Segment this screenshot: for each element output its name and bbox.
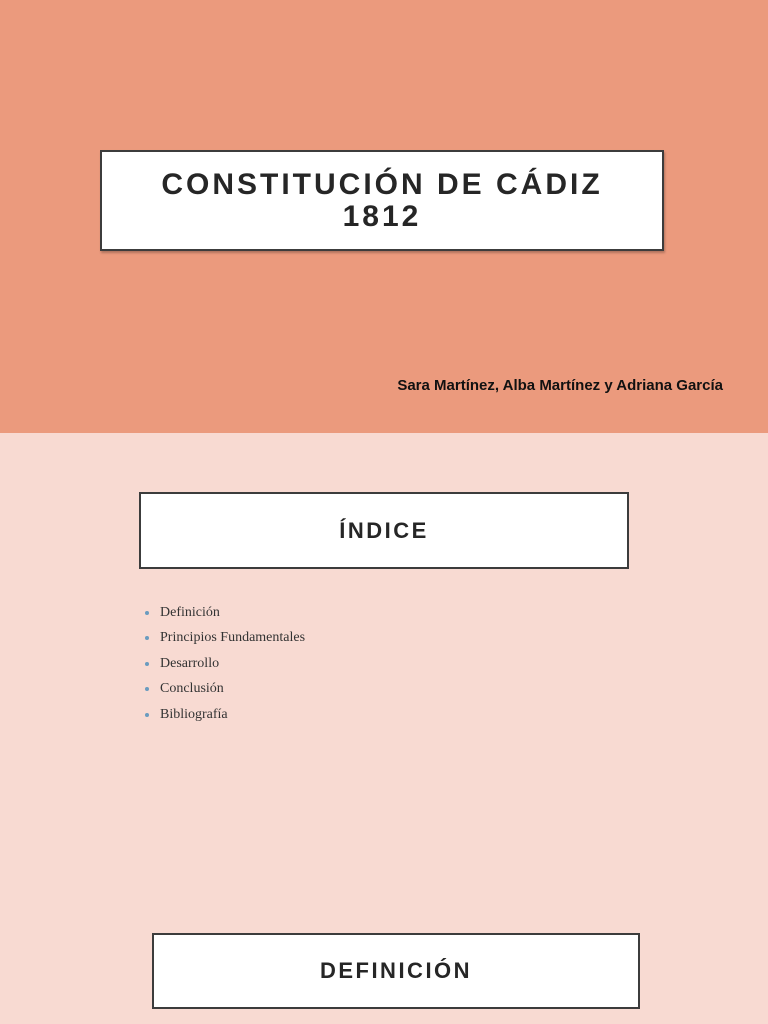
bullet-icon: [145, 713, 149, 717]
definition-heading: DEFINICIÓN: [319, 958, 473, 983]
bullet-icon: [145, 636, 149, 640]
bullet-icon: [145, 611, 149, 615]
title-box: [100, 150, 664, 251]
index-heading: ÍNDICE: [339, 517, 429, 543]
list-item-label: Definición: [160, 604, 220, 620]
list-item-label: Principios Fundamentales: [160, 630, 306, 646]
authors-text: Sara Martínez, Alba Martínez y Adriana García: [397, 377, 723, 394]
bullet-icon: [145, 687, 149, 691]
index-heading-box: [139, 492, 629, 569]
list-item: [145, 600, 305, 626]
index-list: [145, 600, 305, 728]
page-title: [161, 169, 602, 233]
list-item-label: Desarrollo: [160, 655, 220, 671]
list-item-label: Conclusión: [160, 681, 224, 697]
definition-heading-box: [152, 933, 640, 1009]
list-item: [145, 626, 305, 652]
bullet-icon: [145, 662, 149, 666]
list-item: [145, 677, 305, 703]
title-line-1: CONSTITUCIÓN DE CÁDIZ: [161, 167, 603, 201]
list-item: [145, 651, 305, 677]
list-item: [145, 702, 305, 728]
cover-slide: [0, 0, 768, 433]
list-item-label: Bibliografía: [160, 706, 228, 722]
title-line-2: 1812: [342, 199, 422, 233]
